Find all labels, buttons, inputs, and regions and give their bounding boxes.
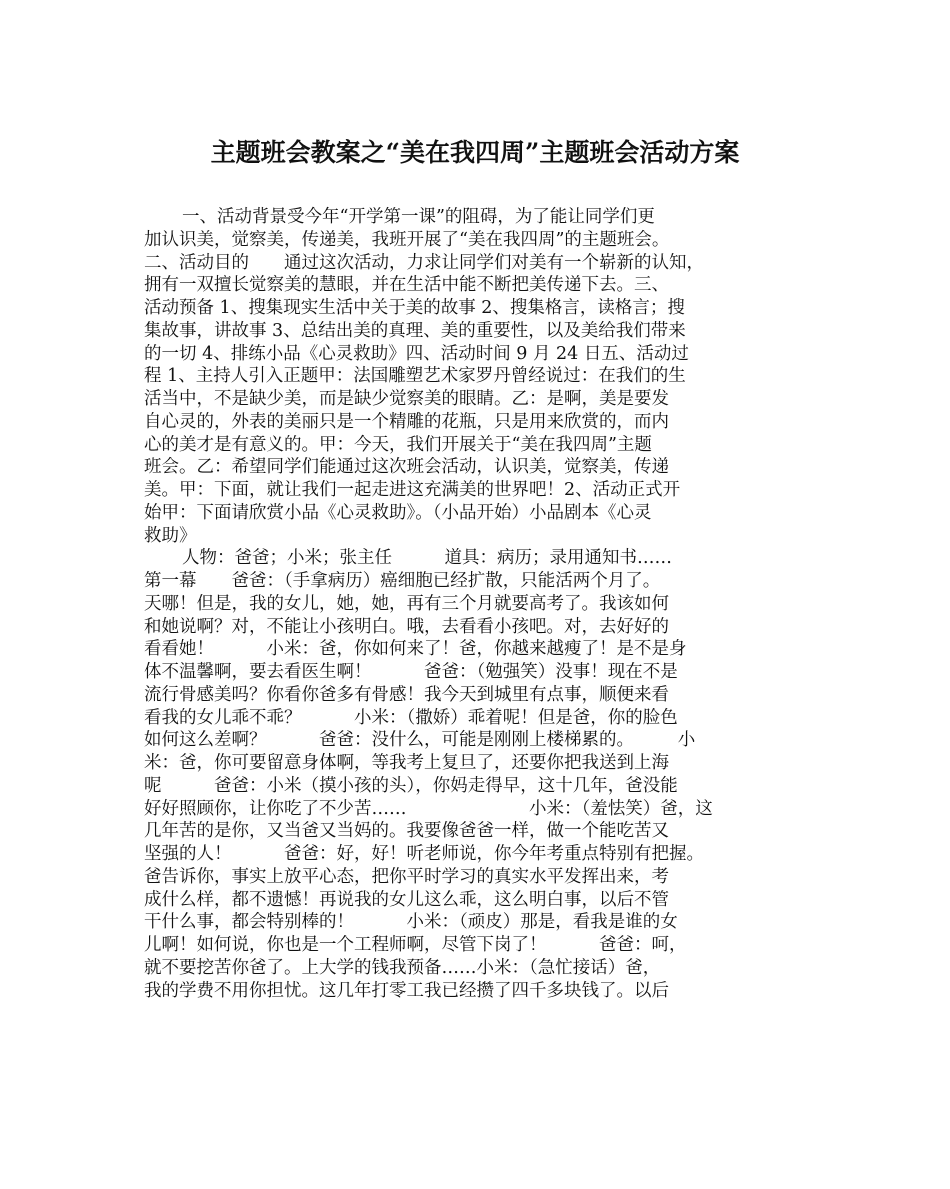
body-line: 好好照顾你，让你吃了不少苦…… 小米：（羞怯笑）爸，这 — [144, 798, 713, 819]
body-line: 心的美才是有意义的。甲：今天，我们开展关于“美在我四周”主题 — [144, 434, 652, 455]
body-line: 拥有一双擅长觉察美的慧眼，并在生活中能不断把美传递下去。三、 — [144, 275, 669, 296]
body-line: 看我的女儿乖不乖？ 小米：（撒娇）乖着呢！但是爸，你的脸色 — [144, 707, 678, 728]
body-line: 几年苦的是你，又当爸又当妈的。我要像爸爸一样，做一个能吃苦又 — [144, 821, 669, 842]
body-line: 呢 爸爸：小米（摸小孩的头），你妈走得早，这十几年，爸没能 — [144, 775, 678, 796]
body-line: 如何这么差啊？ 爸爸：没什么，可能是刚刚上楼梯累的。 小 — [144, 730, 696, 751]
body-line: 天哪！但是，我的女儿，她，她，再有三个月就要高考了。我该如何 — [144, 593, 669, 614]
body-line: 儿啊！如何说，你也是一个工程师啊，尽管下岗了！ 爸爸：呵， — [144, 935, 687, 955]
body-line: 加认识美，觉察美，传递美，我班开展了“美在我四周”的主题班会。 — [144, 229, 670, 250]
body-line: 人物：爸爸；小米；张主任 道具：病历；录用通知书…… — [182, 548, 672, 569]
body-line: 始甲：下面请欣赏小品《心灵救助》。（小品开始）小品剧本《心灵 — [144, 502, 652, 523]
body-line: 我的学费不用你担忧。这几年打零工我已经攒了四千多块钱了。以后 — [144, 980, 669, 1001]
body-line: 二、活动目的 通过这次活动，力求让同学们对美有一个崭新的认知， — [144, 252, 704, 273]
body-line: 体不温馨啊，要去看医生啊！ 爸爸：（勉强笑）没事！现在不是 — [144, 662, 678, 682]
body-line: 干什么事，都会特别棒的！ 小米：（顽皮）那是，看我是谁的女 — [144, 912, 678, 933]
body-line: 班会。乙：希望同学们能通过这次班会活动，认识美，觉察美，传递 — [144, 457, 669, 478]
body-line: 集故事，讲故事 3、总结出美的真理、美的重要性，以及美给我们带来 — [144, 320, 686, 341]
body-line: 坚强的人！ 爸爸：好，好！听老师说，你今年考重点特别有把握。 — [144, 844, 704, 864]
document-title: 主题班会教案之“美在我四周”主题班会活动方案 — [210, 138, 740, 167]
body-line: 程 1、主持人引入正题甲：法国雕塑艺术家罗丹曾经说过：在我们的生 — [144, 366, 686, 387]
body-line: 成什么样，都不遗憾！再说我的女儿这么乖，这么明白事，以后不管 — [144, 889, 669, 910]
body-line: 救助》 — [144, 525, 197, 546]
body-line: 米：爸，你可要留意身体啊，等我考上复旦了，还要你把我送到上海 — [144, 753, 669, 773]
body-line: 看看她！ 小米：爸，你如何来了！爸，你越来越瘦了！是不是身 — [144, 639, 687, 660]
body-line: 活当中，不是缺少美，而是缺少觉察美的眼睛。乙：是啊，美是要发 — [144, 389, 669, 409]
body-line: 一、活动背景受今年“开学第一课”的阻碍，为了能让同学们更 — [182, 207, 655, 227]
body-line: 和她说啊？对，不能让小孩明白。哦，去看看小孩吧。对，去好好的 — [144, 616, 669, 637]
document-body — [144, 206, 844, 1002]
body-line: 自心灵的，外表的美丽只是一个精雕的花瓶，只是用来欣赏的，而内 — [144, 411, 669, 432]
body-line: 第一幕 爸爸：（手拿病历）癌细胞已经扩散，只能活两个月了。 — [144, 571, 661, 591]
body-line: 爸告诉你，事实上放平心态，把你平时学习的真实水平发挥出来，考 — [144, 866, 669, 887]
body-line: 就不要挖苦你爸了。上大学的钱我预备……小米：（急忙接话）爸， — [144, 957, 661, 978]
body-line: 活动预备 1、搜集现实生活中关于美的故事 2、搜集格言，读格言；搜 — [144, 298, 685, 318]
body-line: 的一切 4、排练小品《心灵救助》四、活动时间 9 月 24 日五、活动过 — [144, 343, 689, 364]
body-line: 流行骨感美吗？你看你爸多有骨感！我今天到城里有点事，顺便来看 — [144, 684, 669, 705]
body-line: 美。甲：下面，就让我们一起走进这充满美的世界吧！2、活动正式开 — [144, 480, 681, 500]
